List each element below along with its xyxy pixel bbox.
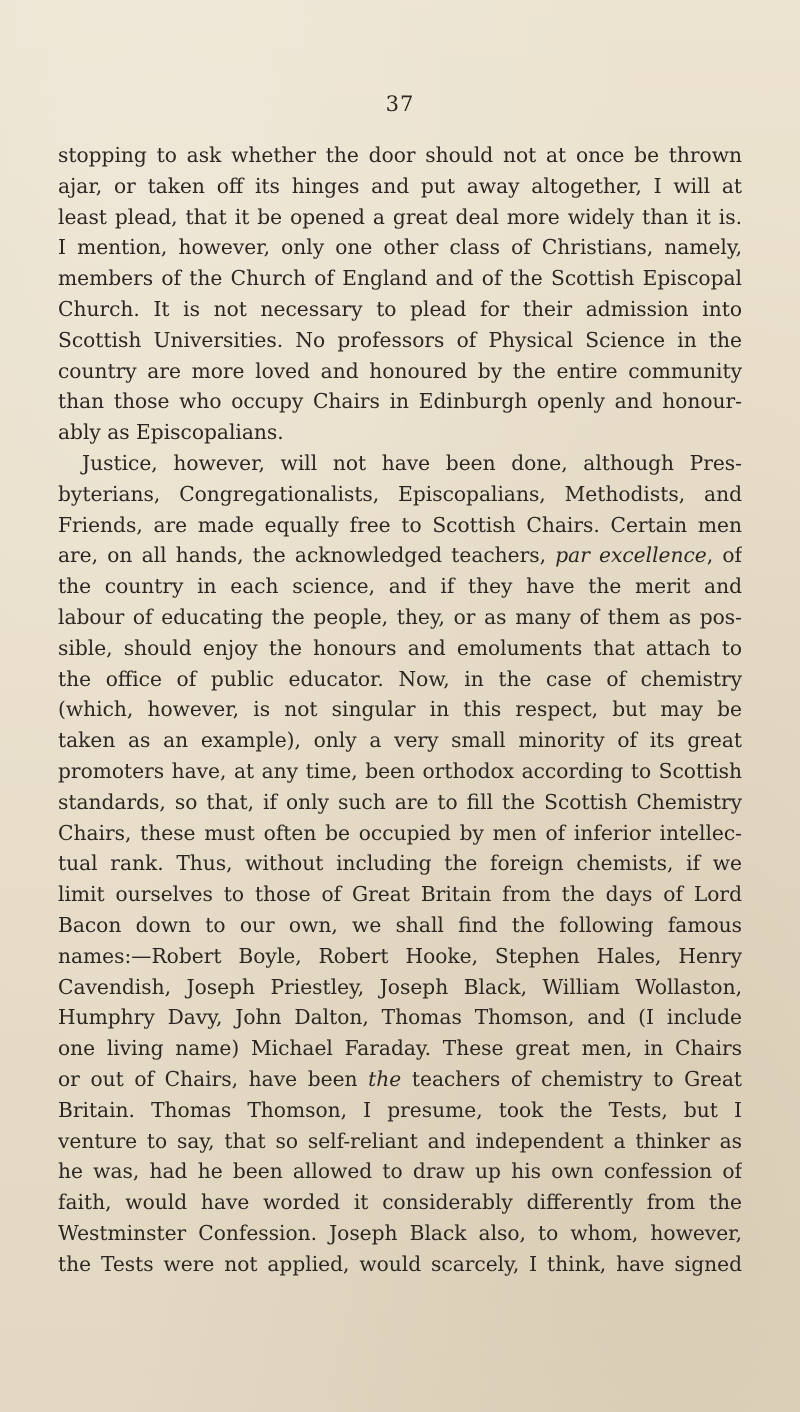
text-line: limit ourselves to those of Great Britain from the days of Lord	[58, 882, 742, 907]
text-line: faith, would have worded it considerably differently from the	[58, 1190, 742, 1215]
text-line: venture to say, that so self-reliant and independent a thinker as	[58, 1128, 742, 1153]
text-line: stopping to ask whether the door should not at once be thrown	[58, 143, 742, 167]
text-line: labour of educating the people, they, or as many of them as pos-	[58, 604, 742, 629]
text-line: Friends, are made equally free to Scottish Chairs. Certain men	[58, 512, 742, 537]
text-line: names:—Robert Boyle, Robert Hooke, Stephen Hales, Henry	[58, 943, 742, 968]
text-segment: or out of Chairs, have been	[58, 1066, 369, 1091]
text-line: he was, had he been allowed to draw up his own confession of	[58, 1159, 742, 1184]
text-line: tual rank. Thus, without including the foreign chemists, if we	[58, 851, 742, 876]
text-line-with-italic	[58, 540, 742, 571]
text-line: byterians, Congregationalists, Episcopalians, Methodists, and	[58, 481, 742, 506]
text-line: one living name) Michael Faraday. These great men, in Chairs	[58, 1036, 742, 1061]
text-line: the country in each science, and if they have the merit and	[58, 574, 742, 599]
text-line: the Tests were not applied, would scarcely, I think, have signed	[58, 1251, 742, 1276]
text-line: ajar, or taken off its hinges and put away altogether, I will at	[58, 173, 742, 198]
italic-phrase: the	[368, 1066, 402, 1091]
text-line: (which, however, is not singular in this respect, but may be	[58, 697, 742, 722]
text-line: Bacon down to our own, we shall find the following famous	[58, 912, 742, 937]
text-line: than those who occupy Chairs in Edinburgh openly and honour-	[58, 389, 742, 414]
text-segment: teachers of chemistry to Great	[401, 1066, 742, 1091]
text-line: ably as Episcopalians.	[58, 420, 284, 445]
paragraph-start-line: Justice, however, will not have been done, although Pres-	[82, 450, 742, 475]
text-line: Humphry Davy, John Dalton, Thomas Thomson, and (I include	[58, 1005, 742, 1030]
text-line: I mention, however, only one other class of Christians, namely,	[58, 235, 742, 260]
page-number: 37	[385, 92, 415, 116]
text-line: Chairs, these must often be occupied by men of inferior intellec-	[58, 820, 742, 845]
text-line-with-italic	[58, 1064, 742, 1095]
text-line: Church. It is not necessary to plead for their admission into	[58, 296, 742, 321]
text-line: country are more loved and honoured by the entire community	[58, 358, 742, 383]
text-line: Britain. Thomas Thomson, I presume, took the Tests, but I	[58, 1097, 742, 1122]
text-line: members of the Church of England and of the Scottish Episcopal	[58, 266, 742, 291]
text-line: sible, should enjoy the honours and emoluments that attach to	[58, 635, 742, 660]
text-line: Westminster Confession. Joseph Black also, to whom, however,	[58, 1220, 742, 1245]
body-text	[58, 140, 742, 1279]
text-line: taken as an example), only a very small minority of its great	[58, 728, 742, 753]
text-line: Scottish Universities. No professors of Physical Science in the	[58, 327, 742, 352]
italic-phrase: par excellence	[555, 543, 707, 568]
text-line: promoters have, at any time, been orthodox according to Scottish	[58, 758, 742, 783]
text-segment: are, on all hands, the acknowledged teachers,	[58, 543, 556, 568]
text-line: Cavendish, Joseph Priestley, Joseph Black, William Wollaston,	[58, 974, 742, 999]
text-line: the office of public educator. Now, in the case of chemistry	[58, 666, 742, 691]
text-line: standards, so that, if only such are to fill the Scottish Chemistry	[58, 789, 742, 814]
text-segment: , of	[706, 543, 742, 568]
text-line: least plead, that it be opened a great deal more widely than it is.	[58, 204, 742, 229]
